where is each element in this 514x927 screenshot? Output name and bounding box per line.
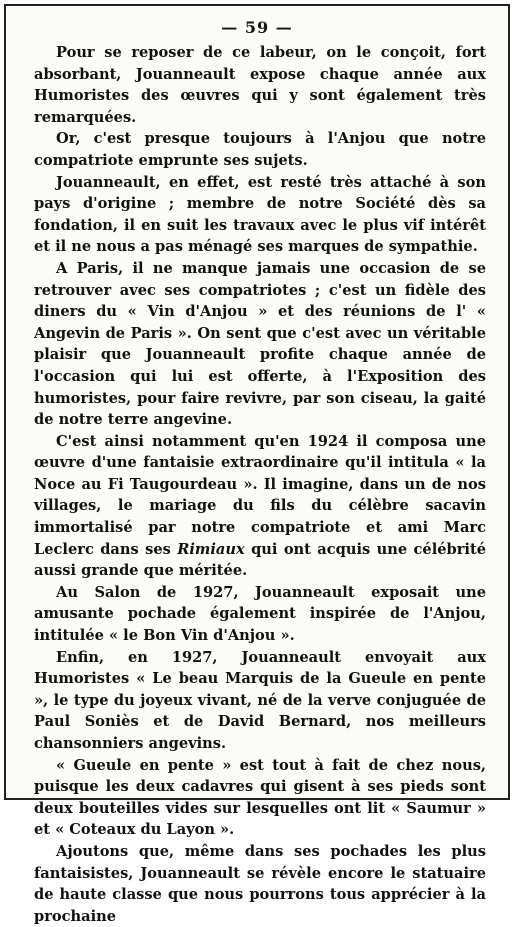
paragraph: Ajoutons que, même dans ses pochades les plus fantaisistes, Jouanneault se révèle encore le statuaire de haute classe que nous pourrons tous apprécier à la prochaine: [34, 842, 486, 925]
paragraph: Enfin, en 1927, Jouanneault envoyait aux Humoristes « Le beau Marquis de la Gueule en pente », le type du joyeux vivant, né de la verve conjuguée de Paul Soniès et de David Bernard, nos meilleurs chansonniers angevins.: [34, 648, 486, 752]
italic-title: Rimiaux: [177, 540, 245, 558]
paragraph: Pour se reposer de ce labeur, on le conçoit, fort absorbant, Jouanneault expose chaque année aux Humoristes des œuvres qui y sont également très remarquées.: [34, 44, 486, 126]
page-number: — 59 —: [221, 18, 293, 37]
body-text: [34, 42, 486, 927]
paragraph: [34, 431, 486, 582]
book-page: [4, 4, 510, 925]
paragraph: Or, c'est presque toujours à l'Anjou que notre compatriote emprunte ses sujets.: [34, 130, 486, 169]
paragraph: A Paris, il ne manque jamais une occasion de se retrouver avec ses compatriotes ; c'est un fidèle des diners du « Vin d'Anjou » et des réunions de l' « Angevin de Paris ». On sent que c'est avec un véritable plaisir que Jouanneault profite chaque année de l'occasion qui lui est offerte, à l'Exposition des humoristes, pour faire revivre, par son ciseau, la gaité de notre terre angevine.: [34, 259, 486, 429]
paragraph-text: qui ont acquis une célébrité aussi grande que méritée.: [34, 540, 486, 580]
paragraph-text: C'est ainsi notamment qu'en 1924 il composa une œuvre d'une fantaisie extraordinaire qu'il intitula « la Noce au Fi Taugourdeau ». Il imagine, dans un de nos villages, le mariage du fils du célèbre sacavin immortalisé par notre compatriote et ami Marc Leclerc dans ses: [34, 432, 486, 558]
paragraph: Au Salon de 1927, Jouanneault exposait une amusante pochade également inspirée de l'Anjou, intitulée « le Bon Vin d'Anjou ».: [34, 583, 486, 645]
paragraph: « Gueule en pente » est tout à fait de chez nous, puisque les deux cadavres qui gisent à ses pieds sont deux bouteilles vides sur lesquelles ont lit « Saumur » et « Coteaux du Layon ».: [34, 756, 486, 839]
paragraph: Jouanneault, en effet, est resté très attaché à son pays d'origine ; membre de notre Société dès sa fondation, il en suit les travaux avec le plus vif intérêt et il ne nous a pas ménagé ses marques de sympathie.: [34, 173, 486, 256]
